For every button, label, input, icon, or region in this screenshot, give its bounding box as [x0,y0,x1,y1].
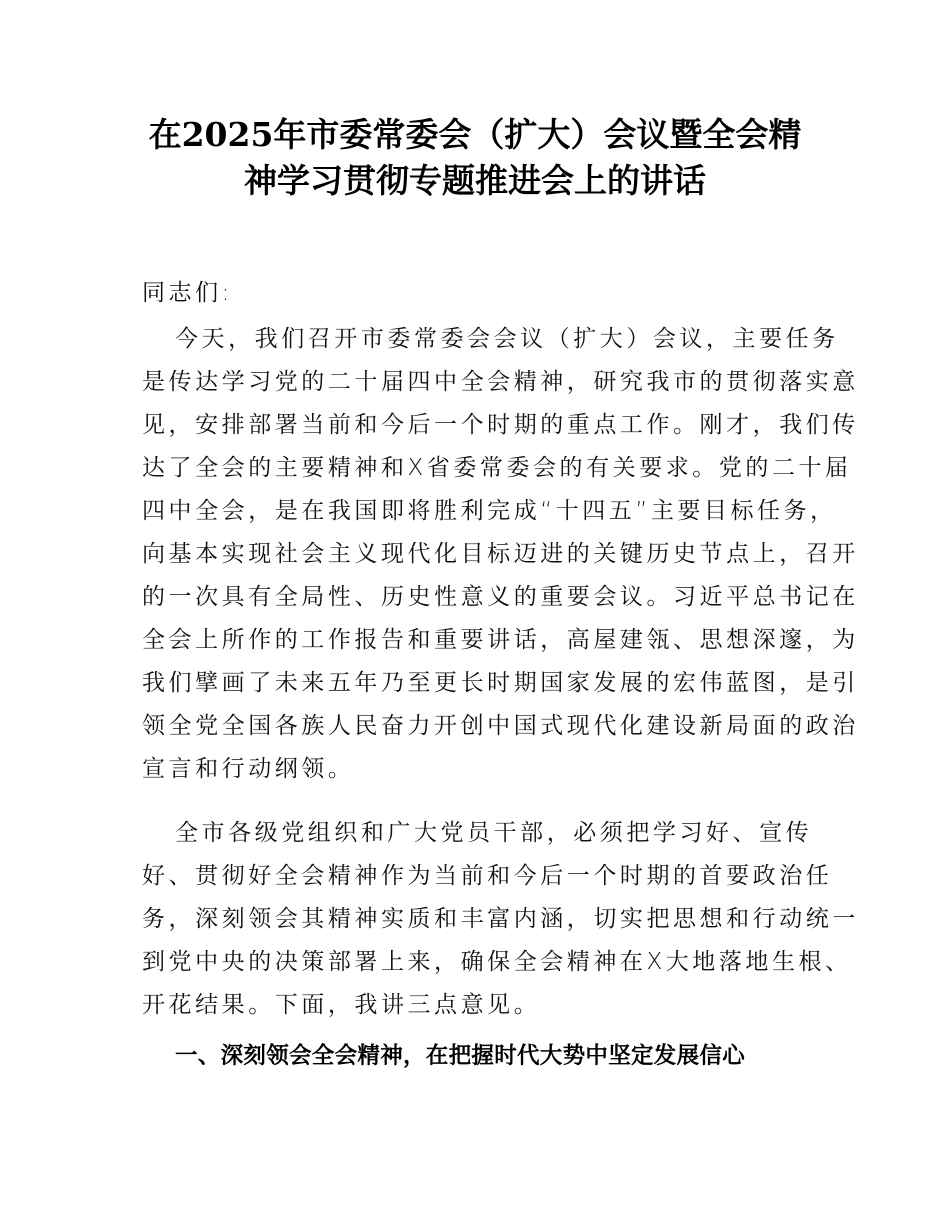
document-title [120,112,830,204]
paragraph-line: 全会上所作的工作报告和重要讲话，高屋建瓴、思想深邃，为 [142,627,859,653]
paragraph-line: 达了全会的主要精神和X省委常委会的有关要求。党的二十届 [142,455,852,481]
title-line-1: 在2025年市委常委会（扩大）会议暨全会精 [148,115,802,154]
paragraph-line: 向基本实现社会主义现代化目标迈进的关键历史节点上，召开 [142,541,859,567]
paragraph-line: 见，安排部署当前和今后一个时期的重点工作。刚才，我们传 [142,412,859,438]
paragraph-2 [142,812,859,1027]
paragraph-line: 今天，我们召开市委常委会会议（扩大）会议，主要任务 [175,326,839,352]
paragraph-line: 好、贯彻好全会精神作为当前和今后一个时期的首要政治任 [142,863,833,889]
salutation-text: 同志们: [142,280,233,306]
section-heading-1: 一、深刻领会全会精神，在把握时代大势中坚定发展信心 [175,1043,746,1069]
title-line-2: 神学习贯彻专题推进会上的讲话 [244,161,706,200]
paragraph-line: 开花结果。下面，我讲三点意见。 [142,992,541,1018]
paragraph-line: 四中全会，是在我国即将胜利完成“十四五”主要目标任务， [142,498,837,524]
paragraph-line: 领全党全国各族人民奋力开创中国式现代化建设新局面的政治 [142,713,859,739]
paragraph-line: 我们擘画了未来五年乃至更长时期国家发展的宏伟蓝图，是引 [142,670,859,696]
paragraph-line: 的一次具有全局性、历史性意义的重要会议。习近平总书记在 [142,584,859,610]
paragraph-line: 务，深刻领会其精神实质和丰富内涵，切实把思想和行动统一 [142,906,859,932]
paragraph-line: 是传达学习党的二十届四中全会精神，研究我市的贯彻落实意 [142,369,859,395]
paragraph-line: 全市各级党组织和广大党员干部，必须把学习好、宣传 [175,820,813,846]
salutation [142,272,812,315]
paragraph-line: 到党中央的决策部署上来，确保全会精神在X大地落地生根、 [142,949,852,975]
paragraph-1 [142,318,859,791]
paragraph-line: 宣言和行动纲领。 [142,756,355,782]
